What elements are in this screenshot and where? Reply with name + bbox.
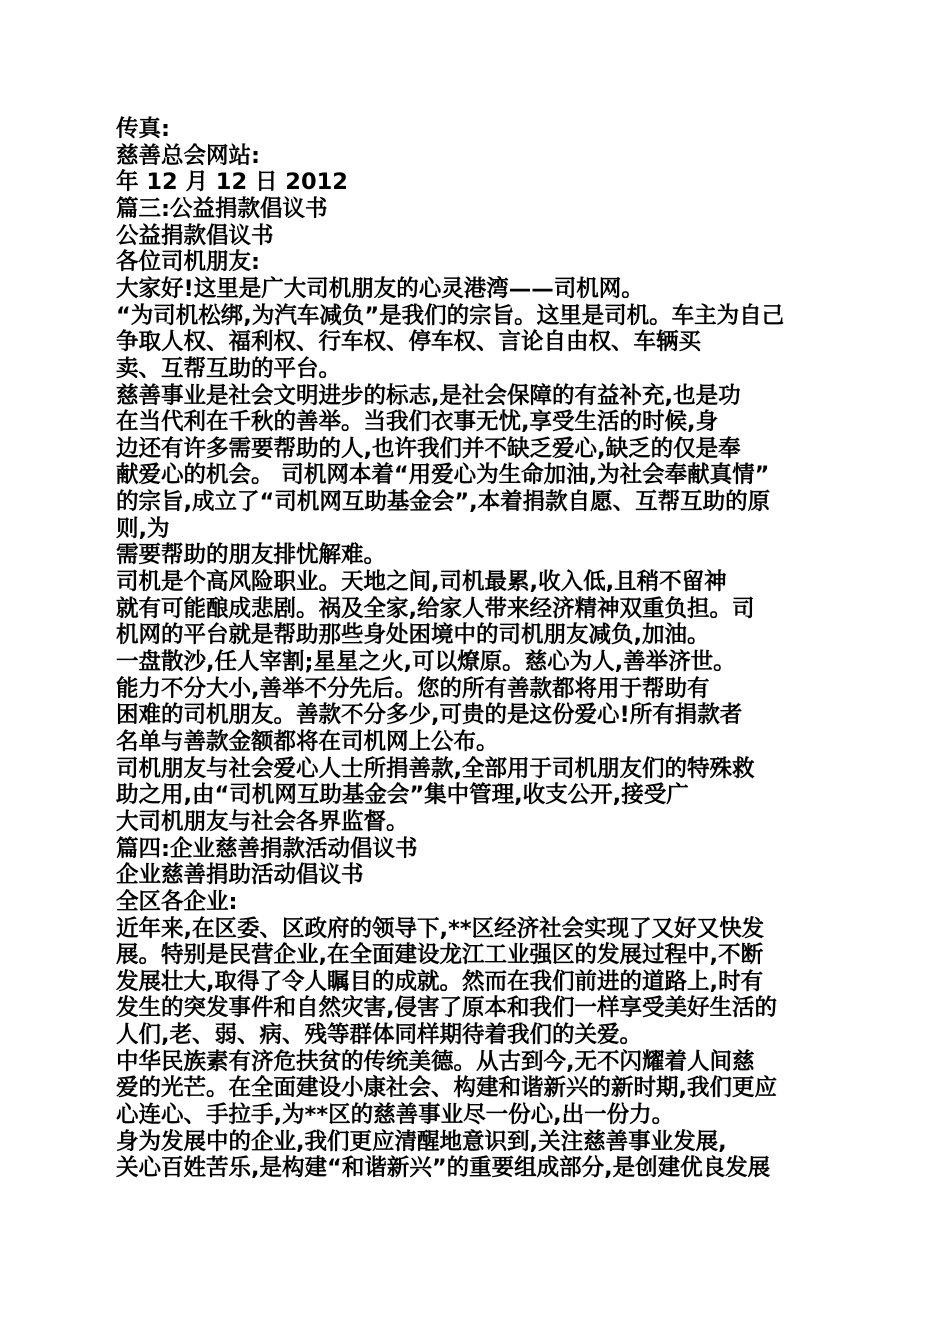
- text-line: 则,为: [116, 515, 170, 542]
- text-line: 大家好!这里是广大司机朋友的心灵港湾——司机网。: [116, 275, 644, 302]
- text-line: 心连心、手拉手,为**区的慈善事业尽一份心,出一份力。: [116, 1102, 675, 1129]
- text-line: 在当代利在千秋的善举。当我们衣事无忧,享受生活的时候,身: [116, 409, 719, 436]
- text-line: 爱的光芒。在全面建设小康社会、构建和谐新兴的新时期,我们更应: [116, 1075, 778, 1102]
- text-line: 近年来,在区委、区政府的领导下,**区经济社会实现了又好又快发: [116, 915, 765, 942]
- text-line: 人们,老、弱、病、残等群体同样期待着我们的关爱。: [116, 1022, 643, 1049]
- text-line: 慈善总会网站:: [116, 142, 260, 169]
- text-line: 边还有许多需要帮助的人,也许我们并不缺乏爱心,缺乏的仅是奉: [116, 435, 741, 462]
- text-line: 能力不分大小,善举不分先后。您的所有善款都将用于帮助有: [116, 675, 710, 702]
- text-line: 卖、互帮互助的平台。: [116, 355, 342, 382]
- text-line: 慈善事业是社会文明进步的标志,是社会保障的有益补充,也是功: [116, 382, 741, 409]
- text-line: 身为发展中的企业,我们更应清醒地意识到,关注慈善事业发展,: [116, 1128, 727, 1155]
- salutation: 全区各企业:: [116, 888, 238, 915]
- section-heading: 篇四:企业慈善捐款活动倡议书: [116, 835, 418, 862]
- text-line: 关心百姓苦乐,是构建“和谐新兴”的重要组成部分,是创建优良发展: [116, 1155, 771, 1182]
- text-line: 年 12 月 12 日 2012: [116, 169, 348, 196]
- text-line: 司机是个高风险职业。天地之间,司机最累,收入低,且稍不留神: [116, 569, 727, 596]
- text-line: 发展壮大,取得了令人瞩目的成就。然而在我们前进的道路上,时有: [116, 968, 764, 995]
- document-title: 企业慈善捐助活动倡议书: [116, 862, 364, 889]
- text-line: 一盘散沙,任人宰割;星星之火,可以燎原。慈心为人,善举济世。: [116, 649, 736, 675]
- text-line: 名单与善款金额都将在司机网上公布。: [116, 728, 499, 755]
- text-line: 展。特别是民营企业,在全面建设龙江工业强区的发展过程中,不断: [116, 942, 764, 969]
- text-line: 发生的突发事件和自然灾害,侵害了原本和我们一样享受美好生活的: [116, 995, 778, 1022]
- text-line: 中华民族素有济危扶贫的传统美德。从古到今,无不闪耀着人间慈: [116, 1048, 755, 1075]
- text-line: 大司机朋友与社会各界监督。: [116, 808, 409, 835]
- text-line: 的宗旨,成立了“司机网互助基金会”,本着捐款自愿、互帮互助的原: [116, 489, 771, 516]
- text-line: 困难的司机朋友。善款不分多少,可贵的是这份爱心!所有捐款者: [116, 702, 743, 729]
- text-line: “为司机松绑,为汽车减负”是我们的宗旨。这里是司机。车主为自己: [116, 302, 785, 329]
- text-line: 需要帮助的朋友排忧解难。: [116, 542, 387, 569]
- text-line: 传真:: [116, 116, 170, 142]
- text-line: 司机朋友与社会爱心人士所捐善款,全部用于司机朋友们的特殊救: [116, 755, 755, 782]
- text-line: 献爱心的机会。 司机网本着“用爱心为生命加油,为社会奉献真情”: [116, 462, 770, 489]
- salutation: 各位司机朋友:: [116, 249, 260, 276]
- document-title: 公益捐款倡议书: [116, 222, 274, 249]
- text-line: 助之用,由“司机网互助基金会”集中管理,收支公开,接受广: [116, 782, 689, 809]
- section-heading: 篇三:公益捐款倡议书: [116, 195, 328, 222]
- text-line: 机网的平台就是帮助那些身处困境中的司机朋友减负,加油。: [116, 622, 710, 649]
- text-line: 就有可能酿成悲剧。祸及全家,给家人带来经济精神双重负担。司: [116, 595, 755, 622]
- text-line: 争取人权、福利权、行车权、停车权、言论自由权、车辆买: [116, 329, 702, 356]
